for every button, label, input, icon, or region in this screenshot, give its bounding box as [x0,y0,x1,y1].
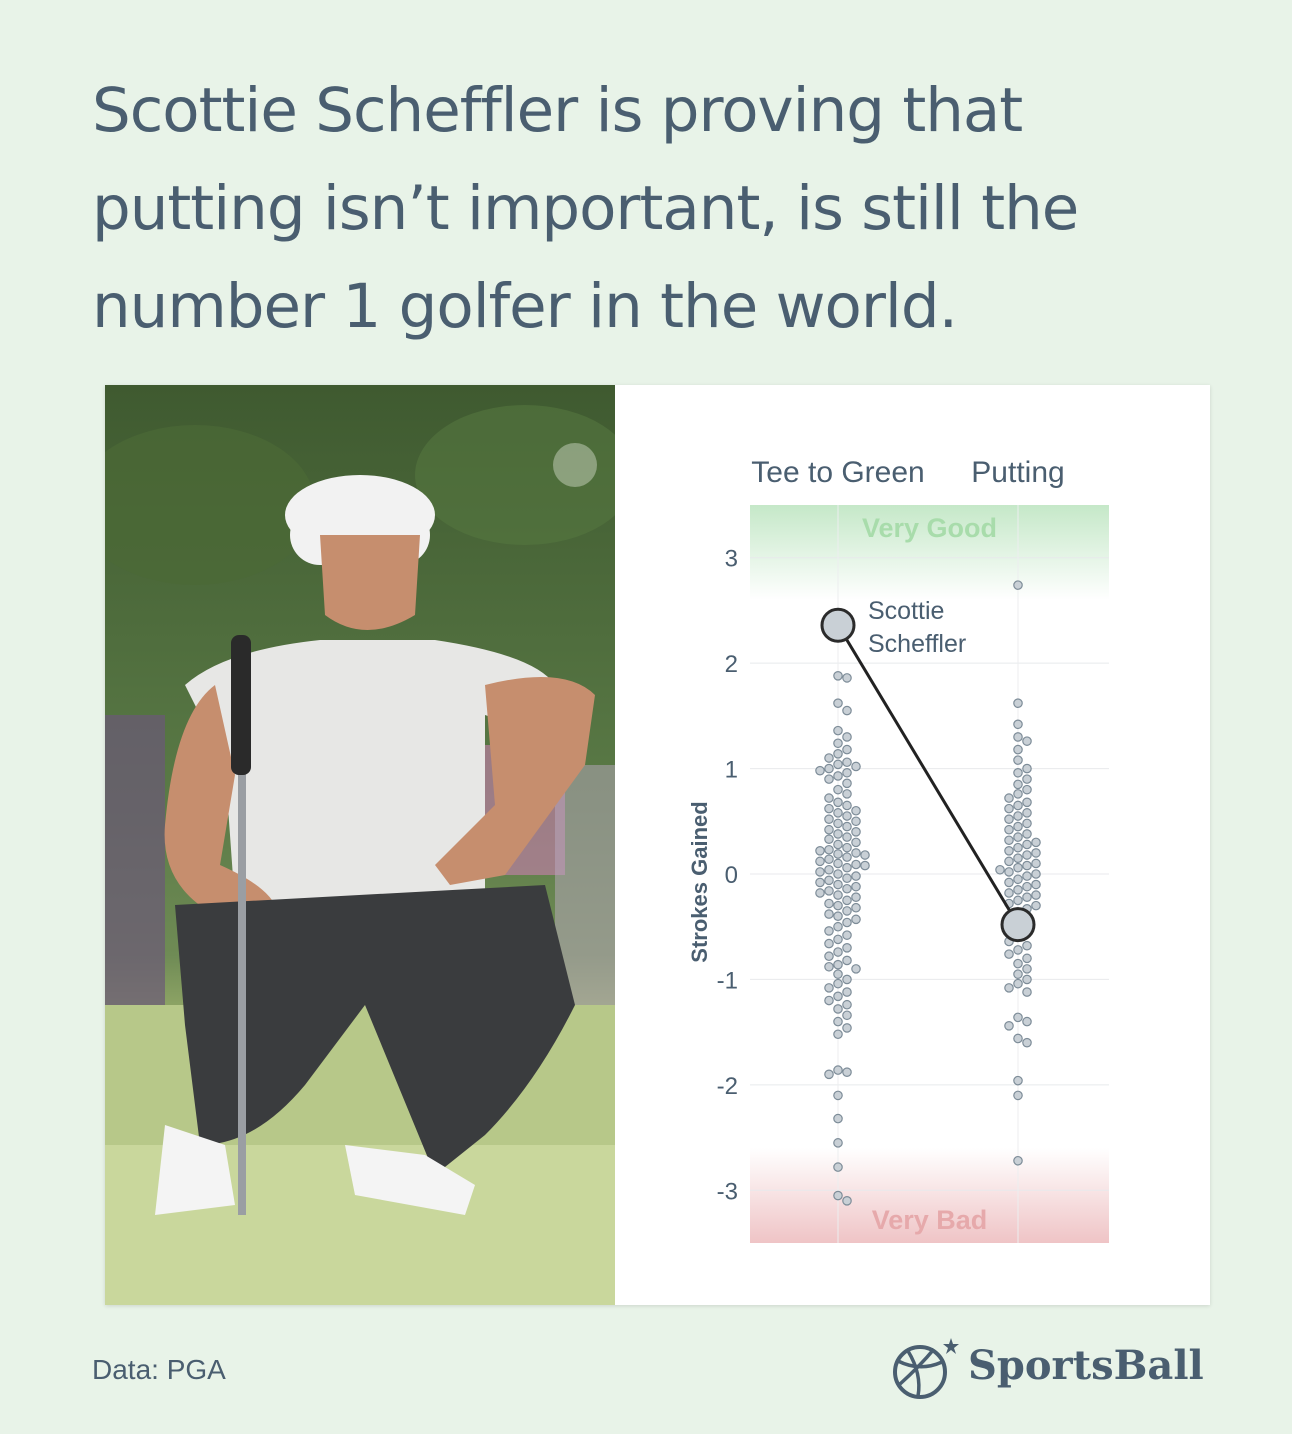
data-point [1023,737,1031,745]
data-point [816,878,824,886]
highlight-label: Scottie [868,597,945,626]
data-point [1014,822,1022,830]
data-point [825,826,833,834]
y-tick-label: -2 [716,1072,738,1100]
data-point [1005,815,1013,823]
data-point [816,857,824,865]
data-point [825,855,833,863]
y-tick-label: 3 [724,545,738,573]
data-point [825,1070,833,1078]
data-point [1014,843,1022,851]
data-point [834,1114,842,1122]
data-point [843,790,851,798]
very-good-label: Very Good [861,513,998,543]
data-point [816,889,824,897]
data-point [843,1024,851,1032]
data-point [1023,775,1031,783]
data-point [1023,941,1031,949]
data-point [996,866,1004,874]
data-point [816,847,824,855]
data-point [843,1068,851,1076]
data-point [843,801,851,809]
y-tick-label: 2 [724,651,738,679]
data-point [852,872,860,880]
data-point [834,1017,842,1025]
data-point [825,794,833,802]
data-point [1014,812,1022,820]
data-point [1014,896,1022,904]
data-point [843,931,851,939]
data-point [825,876,833,884]
data-point [1014,886,1022,894]
data-point [843,843,851,851]
data-point [852,828,860,836]
data-point [1023,893,1031,901]
data-point [825,804,833,812]
data-point [1014,745,1022,753]
data-point [834,992,842,1000]
data-point [1014,1034,1022,1042]
highlight-point [1002,909,1034,941]
category-label: Tee to Green [751,456,925,489]
data-point [834,935,842,943]
data-point [1014,959,1022,967]
data-source: Data: PGA [92,1354,226,1385]
data-point [1023,851,1031,859]
golfer-photo [105,385,615,1305]
data-point [852,893,860,901]
data-point [834,970,842,978]
data-point [1014,780,1022,788]
data-point [843,769,851,777]
data-point [834,891,842,899]
data-point [834,850,842,858]
data-point [1023,809,1031,817]
y-tick-label: -3 [716,1178,738,1206]
data-point [834,830,842,838]
data-point [1005,984,1013,992]
data-point [1014,854,1022,862]
data-point [834,672,842,680]
data-point [834,1139,842,1147]
data-point [852,882,860,890]
data-point [816,766,824,774]
data-point [1023,830,1031,838]
data-point [834,772,842,780]
data-point [861,861,869,869]
highlight-point [822,609,854,641]
data-point [1014,720,1022,728]
y-axis-label: Strokes Gained [687,801,712,963]
data-point [1023,861,1031,869]
data-point [843,674,851,682]
data-point [834,859,842,867]
data-point [1023,988,1031,996]
data-point [843,896,851,904]
data-point [825,910,833,918]
data-point [1014,833,1022,841]
data-point [834,912,842,920]
data-point [852,838,860,846]
data-point [834,1005,842,1013]
data-point [852,807,860,815]
data-point [843,758,851,766]
data-point [843,853,851,861]
data-point [834,785,842,793]
data-point [825,927,833,935]
data-point [825,963,833,971]
data-point [825,939,833,947]
data-point [1014,1157,1022,1165]
data-point [834,819,842,827]
data-point [825,899,833,907]
data-point [1014,979,1022,987]
highlight-label: Scheffler [868,630,967,659]
data-point [825,835,833,843]
data-point [1032,849,1040,857]
data-point [843,918,851,926]
data-point [1014,1091,1022,1099]
data-point [834,880,842,888]
data-point [1014,769,1022,777]
data-point [834,750,842,758]
basketball-star-icon [890,1336,960,1400]
data-point [834,1091,842,1099]
data-point [825,775,833,783]
data-point [843,1001,851,1009]
data-point [1023,872,1031,880]
data-point [843,944,851,952]
data-point [852,915,860,923]
highlight-connector [838,625,1018,924]
data-point [843,988,851,996]
data-point [843,885,851,893]
data-point [1014,863,1022,871]
data-point [1023,1017,1031,1025]
data-point [1005,889,1013,897]
data-point [852,762,860,770]
data-point [834,901,842,909]
data-point [852,849,860,857]
y-tick-label: -1 [716,967,738,995]
y-tick-label: 0 [724,862,738,889]
data-point [1014,1013,1022,1021]
data-point [1023,798,1031,806]
data-point [1014,801,1022,809]
data-point [1005,847,1013,855]
data-point [843,863,851,871]
data-point [1005,950,1013,958]
data-point [843,733,851,741]
data-point [825,846,833,854]
data-point [1014,790,1022,798]
data-point [834,923,842,931]
data-point [834,726,842,734]
data-point [1005,826,1013,834]
data-point [1032,901,1040,909]
data-point [1023,882,1031,890]
data-point [825,815,833,823]
data-point [1005,794,1013,802]
data-point [1032,870,1040,878]
y-tick-label: 1 [724,756,738,784]
data-point [852,860,860,868]
data-point [1014,699,1022,707]
data-point [843,779,851,787]
data-point [834,739,842,747]
brand-logo [890,1336,1210,1400]
data-point [1023,764,1031,772]
data-point [1005,868,1013,876]
data-point [834,1191,842,1199]
data-point [834,960,842,968]
data-point [843,1197,851,1205]
data-point [843,975,851,983]
content-card [105,385,1210,1305]
headline: Scottie Scheffler is proving that putting isn’t important, is still the number 1 golfer in the world. [92,75,1079,342]
data-point [1014,875,1022,883]
data-point [1014,946,1022,954]
data-point [1014,733,1022,741]
data-point [843,706,851,714]
data-point [825,866,833,874]
data-point [861,851,869,859]
data-point [834,1163,842,1171]
data-point [1032,880,1040,888]
data-point [825,764,833,772]
data-point [1032,838,1040,846]
data-point [843,1011,851,1019]
data-point [1005,1022,1013,1030]
brand-name: SportsBall [968,1342,1204,1389]
data-point [1023,954,1031,962]
data-point [825,754,833,762]
data-point [834,840,842,848]
data-point [843,833,851,841]
data-point [852,904,860,912]
data-point [1014,581,1022,589]
data-point [1005,878,1013,886]
data-point [1023,819,1031,827]
category-label: Putting [971,456,1065,489]
data-point [834,1030,842,1038]
data-point [852,817,860,825]
data-point [1005,804,1013,812]
data-point [1005,836,1013,844]
data-point [825,952,833,960]
data-point [825,984,833,992]
data-point [834,699,842,707]
data-point [834,948,842,956]
data-point [825,996,833,1004]
data-point [1014,1076,1022,1084]
data-point [1023,1038,1031,1046]
data-point [834,760,842,768]
data-point [834,809,842,817]
data-point [843,812,851,820]
data-point [843,956,851,964]
data-point [834,870,842,878]
beeswarm-chart [615,385,1210,1305]
data-point [1032,891,1040,899]
data-point [825,887,833,895]
data-point [1014,970,1022,978]
data-point [1023,965,1031,973]
very-bad-label: Very Bad [871,1205,988,1235]
data-point [1023,785,1031,793]
data-point [843,745,851,753]
data-point [834,798,842,806]
data-point [1014,756,1022,764]
data-point [834,1066,842,1074]
data-point [843,822,851,830]
data-point [834,979,842,987]
data-point [1032,859,1040,867]
data-point [843,907,851,915]
data-point [1023,975,1031,983]
data-point [843,874,851,882]
data-point [1005,857,1013,865]
data-point [852,965,860,973]
data-point [1023,840,1031,848]
data-point [816,868,824,876]
